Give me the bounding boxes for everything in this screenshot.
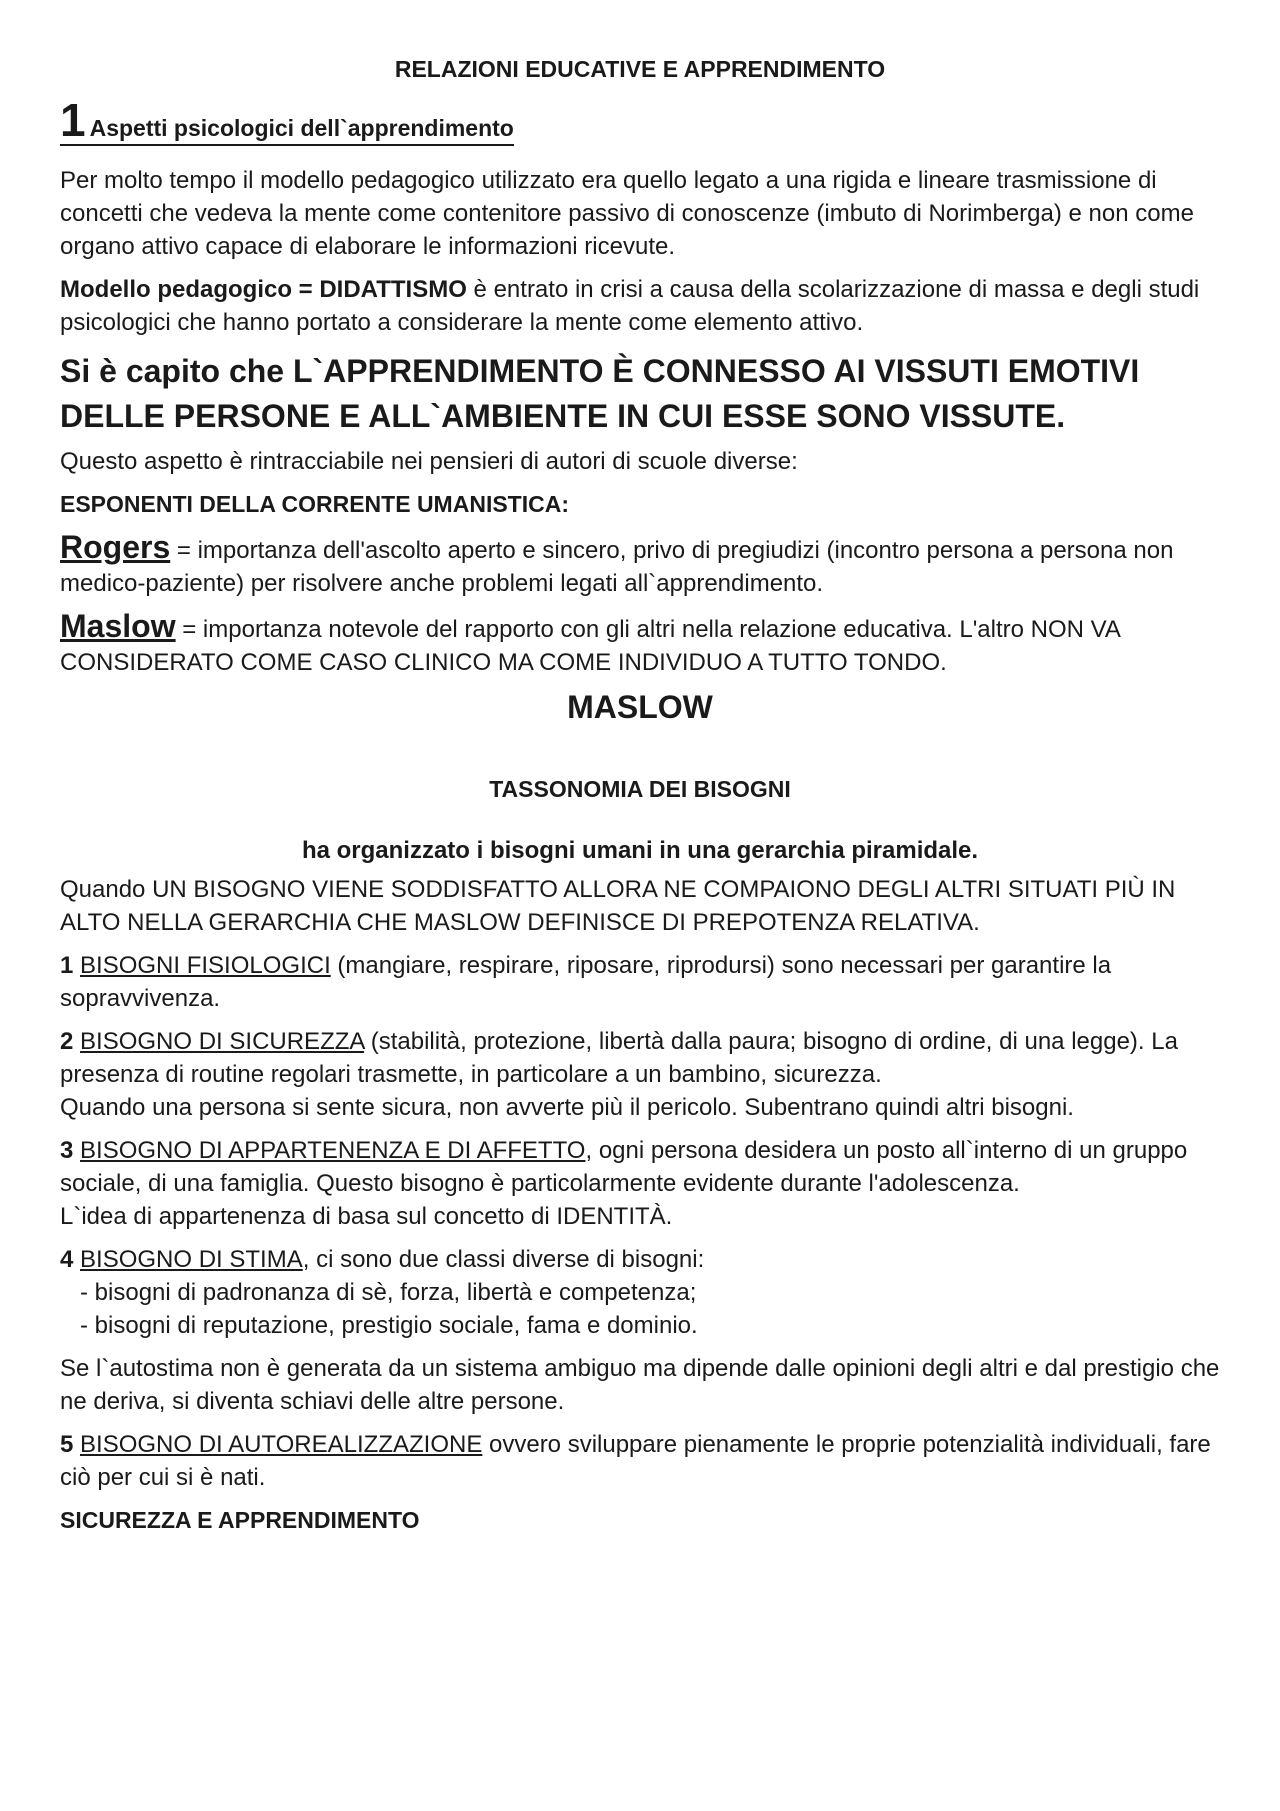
need-5-text: ovvero sviluppare pienamente le proprie potenzialità individuali, fare ciò per cui si è nati. [60, 1431, 1211, 1491]
need-5-number: 5 [60, 1431, 74, 1458]
need-3-extra: L`idea di appartenenza di basa sul concetto di IDENTITÀ. [60, 1203, 673, 1230]
section-heading [60, 94, 514, 146]
need-1-name: BISOGNI FISIOLOGICI [80, 952, 331, 979]
need-3 [60, 1134, 1220, 1200]
document-title: RELAZIONI EDUCATIVE E APPRENDIMENTO [394, 56, 886, 82]
need-3-number: 3 [60, 1137, 74, 1164]
rogers-name: Rogers [60, 529, 171, 565]
need-2-extra: Quando una persona si sente sicura, non avverte più il pericolo. Subentrano quindi altri bisogni. [60, 1094, 1074, 1121]
authors-intro: Questo aspetto è rintracciabile nei pensieri di autori di scuole diverse: [60, 448, 798, 475]
need-2 [60, 1025, 1220, 1091]
maslow-text: = importanza notevole del rapporto con gli altri nella relazione educativa. L'altro NON VA CONSIDERATO COME CASO CLINICO MA COME INDIVIDUO A TUTTO TONDO. [60, 616, 1120, 676]
need-2-text: (stabilità, protezione, libertà dalla paura; bisogno di ordine, di una legge). La presenza di routine regolari trasmette, in particolare a un bambino, sicurezza. [60, 1028, 1178, 1088]
rogers-text: = importanza dell'ascolto aperto e sincero, privo di pregiudizi (incontro persona a persona non medico-paziente) per risolvere anche problemi legati all`apprendimento. [60, 537, 1174, 597]
need-3-name: BISOGNO DI APPARTENENZA E DI AFFETTO [80, 1137, 586, 1164]
didattismo-label: Modello pedagogico = DIDATTISMO [60, 276, 467, 303]
intro-paragraph: Per molto tempo il modello pedagogico utilizzato era quello legato a una rigida e lineare trasmissione di concetti che vedeva la mente come contenitore passivo di conoscenze (imbuto di Norimberga) e non come organo attivo capace di elaborare le informazioni ricevute. [60, 167, 1194, 260]
rogers-paragraph [60, 531, 1220, 600]
document-page [60, 56, 1220, 1547]
need-2-number: 2 [60, 1028, 74, 1055]
section-number: 1 [60, 94, 86, 146]
need-4-text: , ci sono due classi diverse di bisogni: [302, 1246, 705, 1273]
didattismo-paragraph [60, 273, 1220, 339]
need-4-number: 4 [60, 1246, 74, 1273]
self-esteem-paragraph: Se l`autostima non è generata da un sistema ambiguo ma dipende dalle opinioni degli altri e dal prestigio che ne deriva, si diventa schiavi delle altre persone. [60, 1355, 1220, 1415]
need-4-name: BISOGNO DI STIMA [80, 1246, 303, 1273]
didattismo-text: è entrato in crisi a causa della scolarizzazione di massa e degli studi psicologici che hanno portato a considerare la mente come elemento attivo. [60, 276, 1200, 336]
taxonomy-subheading: ha organizzato i bisogni umani in una gerarchia piramidale. [301, 837, 979, 864]
humanists-heading: ESPONENTI DELLA CORRENTE UMANISTICA: [60, 491, 569, 517]
need-5 [60, 1428, 1220, 1494]
need-4 [60, 1243, 1220, 1276]
need-4-list-item: - bisogni di reputazione, prestigio sociale, fama e dominio. [80, 1312, 698, 1339]
maslow-paragraph [60, 610, 1220, 679]
maslow-heading: MASLOW [567, 689, 713, 725]
need-2-name: BISOGNO DI SICUREZZA [80, 1028, 365, 1055]
need-1-number: 1 [60, 952, 74, 979]
taxonomy-heading: TASSONOMIA DEI BISOGNI [489, 776, 791, 802]
need-1 [60, 949, 1220, 1015]
prepotenza-paragraph: Quando UN BISOGNO VIENE SODDISFATTO ALLORA NE COMPAIONO DEGLI ALTRI SITUATI PIÙ IN ALTO NELLA GERARCHIA CHE MASLOW DEFINISCE DI PREPOTENZA RELATIVA. [60, 876, 1176, 936]
key-statement: Si è capito che L`APPRENDIMENTO È CONNESSO AI VISSUTI EMOTIVI DELLE PERSONE E ALL`AMBIENTE IN CUI ESSE SONO VISSUTE. [60, 353, 1140, 434]
need-5-name: BISOGNO DI AUTOREALIZZAZIONE [80, 1431, 483, 1458]
need-3-text: , ogni persona desidera un posto all`interno di un gruppo sociale, di una famiglia. Questo bisogno è particolarmente evidente durante l'adolescenza. [60, 1137, 1188, 1197]
need-1-text: (mangiare, respirare, riposare, riprodursi) sono necessari per garantire la sopravvivenza. [60, 952, 1112, 1012]
section-title: Aspetti psicologici dell`apprendimento [89, 115, 514, 141]
need-4-list [60, 1276, 1220, 1342]
maslow-name: Maslow [60, 608, 176, 644]
security-learning-heading: SICUREZZA E APPRENDIMENTO [60, 1507, 420, 1533]
need-4-list-item: - bisogni di padronanza di sè, forza, libertà e competenza; [80, 1279, 697, 1306]
